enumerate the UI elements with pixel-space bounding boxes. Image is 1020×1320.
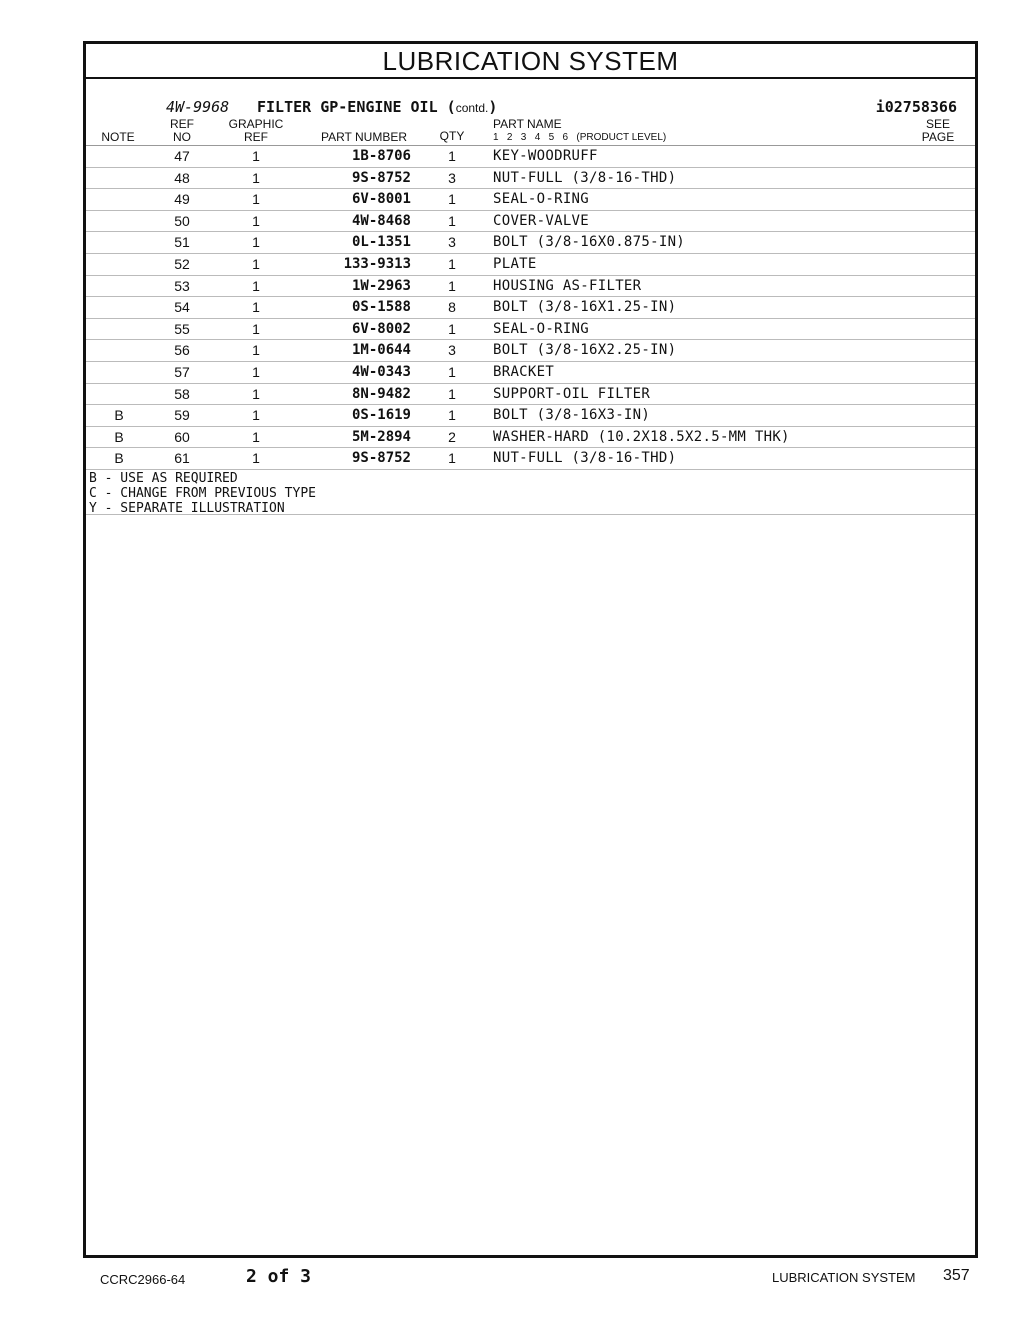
group-name-text: FILTER GP-ENGINE OIL ( (257, 98, 456, 116)
row-part-number: 6V-8001 (351, 191, 411, 208)
header-part-number: PART NUMBER (320, 130, 407, 144)
header-graphic-bottom: REF (244, 130, 268, 144)
row-graphic-ref: 1 (252, 450, 260, 467)
row-part-name: COVER-VALVE (493, 212, 590, 229)
legend-divider (86, 514, 975, 515)
header-part-name (493, 118, 666, 144)
row-ref-no: 50 (174, 212, 190, 229)
row-qty: 1 (448, 385, 456, 402)
row-qty: 1 (448, 277, 456, 294)
row-graphic-ref: 1 (252, 148, 260, 164)
row-qty: 1 (448, 212, 456, 229)
table-row (86, 297, 975, 319)
row-part-number: 5M-2894 (351, 428, 411, 445)
row-graphic-ref: 1 (252, 320, 260, 337)
row-qty: 1 (448, 191, 456, 208)
row-part-name: BOLT (3/8-16X1.25-IN) (493, 299, 677, 316)
group-part-number: 4W-9968 (166, 98, 230, 116)
row-part-name: NUT-FULL (3/8-16-THD) (493, 450, 677, 467)
parts-table (86, 146, 975, 470)
row-part-name: BOLT (3/8-16X2.25-IN) (493, 342, 677, 359)
row-note: B (114, 450, 124, 467)
row-ref-no: 53 (174, 277, 190, 294)
table-row (86, 340, 975, 362)
row-qty: 3 (448, 169, 456, 186)
row-graphic-ref: 1 (252, 169, 260, 186)
row-ref-no: 60 (174, 428, 190, 445)
row-ref-no: 49 (174, 191, 190, 208)
table-row (86, 254, 975, 276)
row-qty: 8 (448, 299, 456, 316)
row-note: B (114, 407, 124, 424)
row-qty: 1 (448, 450, 456, 467)
footer-page-number: 357 (943, 1267, 970, 1284)
row-graphic-ref: 1 (252, 212, 260, 229)
row-part-name: WASHER-HARD (10.2X18.5X2.5-MM THK) (493, 428, 790, 445)
row-part-number: 9S-8752 (351, 169, 411, 186)
row-part-name: HOUSING AS-FILTER (493, 277, 642, 294)
group-name-close: ) (488, 98, 498, 116)
legend-line: C - CHANGE FROM PREVIOUS TYPE (89, 486, 316, 501)
table-row (86, 276, 975, 298)
table-row (86, 211, 975, 233)
row-graphic-ref: 1 (252, 299, 260, 316)
row-graphic-ref: 1 (252, 407, 260, 424)
row-part-number: 0S-1619 (351, 407, 411, 424)
table-row (86, 146, 975, 168)
row-part-name: KEY-WOODRUFF (493, 148, 598, 164)
row-part-number: 0L-1351 (351, 234, 411, 251)
header-ref-top: REF (170, 117, 194, 131)
row-part-name: SEAL-O-RING (493, 191, 590, 208)
row-ref-no: 57 (174, 363, 190, 380)
row-qty: 1 (448, 255, 456, 272)
row-graphic-ref: 1 (252, 191, 260, 208)
table-row (86, 427, 975, 449)
row-graphic-ref: 1 (252, 428, 260, 445)
row-part-number: 4W-0343 (351, 363, 411, 380)
row-graphic-ref: 1 (252, 342, 260, 359)
row-part-name: PLATE (493, 255, 537, 272)
table-row (86, 168, 975, 190)
notes-legend (89, 471, 316, 516)
row-part-number: 9S-8752 (351, 450, 411, 467)
row-ref-no: 47 (174, 148, 190, 164)
row-graphic-ref: 1 (252, 385, 260, 402)
table-row (86, 448, 975, 470)
header-qty: QTY (439, 129, 465, 143)
footer-page-of: 2 of 3 (246, 1266, 312, 1287)
row-qty: 1 (448, 148, 456, 164)
table-row (86, 405, 975, 427)
row-ref-no: 59 (174, 407, 190, 424)
row-part-number: 0S-1588 (351, 299, 411, 316)
row-qty: 1 (448, 407, 456, 424)
row-part-number: 6V-8002 (351, 320, 411, 337)
row-graphic-ref: 1 (252, 255, 260, 272)
row-ref-no: 52 (174, 255, 190, 272)
group-name (257, 98, 497, 116)
header-note: NOTE (101, 130, 135, 144)
row-part-name: SEAL-O-RING (493, 320, 590, 337)
header-ref-bottom: NO (173, 130, 191, 144)
header-graphic (226, 118, 286, 144)
row-qty: 3 (448, 234, 456, 251)
page-frame (83, 41, 978, 1258)
legend-line: B - USE AS REQUIRED (89, 471, 238, 486)
table-row (86, 232, 975, 254)
header-ref (164, 118, 200, 144)
row-qty: 2 (448, 428, 456, 445)
row-part-number: 1B-8706 (351, 148, 411, 164)
row-qty: 3 (448, 342, 456, 359)
row-part-number: 1W-2963 (351, 277, 411, 294)
table-row (86, 189, 975, 211)
page-title: LUBRICATION SYSTEM (86, 44, 975, 79)
row-graphic-ref: 1 (252, 277, 260, 294)
row-ref-no: 51 (174, 234, 190, 251)
header-product-level: 1 2 3 4 5 6 (PRODUCT LEVEL) (493, 132, 667, 143)
footer-section: LUBRICATION SYSTEM (772, 1270, 916, 1285)
footer-doc-id: CCRC2966-64 (100, 1272, 186, 1287)
row-ref-no: 55 (174, 320, 190, 337)
group-header (86, 96, 975, 118)
group-id: i02758366 (875, 98, 957, 116)
header-see-page (916, 118, 960, 144)
legend-line: Y - SEPARATE ILLUSTRATION (89, 501, 285, 516)
row-part-number: 1M-0644 (351, 342, 411, 359)
row-ref-no: 56 (174, 342, 190, 359)
table-row (86, 319, 975, 341)
table-row (86, 384, 975, 406)
row-qty: 1 (448, 320, 456, 337)
row-ref-no: 54 (174, 299, 190, 316)
row-part-number: 4W-8468 (351, 212, 411, 229)
row-ref-no: 61 (174, 450, 190, 467)
row-graphic-ref: 1 (252, 234, 260, 251)
row-qty: 1 (448, 363, 456, 380)
table-row (86, 362, 975, 384)
header-see-bottom: PAGE (921, 130, 955, 144)
header-see-top: SEE (925, 117, 950, 131)
row-part-name: BRACKET (493, 363, 555, 380)
row-part-name: NUT-FULL (3/8-16-THD) (493, 169, 677, 186)
row-part-number: 133-9313 (343, 255, 411, 272)
row-note: B (114, 428, 124, 445)
row-part-name: SUPPORT-OIL FILTER (493, 385, 651, 402)
row-ref-no: 48 (174, 169, 190, 186)
group-contd: contd. (455, 101, 489, 115)
row-part-name: BOLT (3/8-16X0.875-IN) (493, 234, 686, 251)
header-graphic-top: GRAPHIC (228, 117, 284, 131)
header-part-name-top: PART NAME (493, 117, 562, 131)
row-part-name: BOLT (3/8-16X3-IN) (493, 407, 651, 424)
row-graphic-ref: 1 (252, 363, 260, 380)
row-part-number: 8N-9482 (351, 385, 411, 402)
row-ref-no: 58 (174, 385, 190, 402)
